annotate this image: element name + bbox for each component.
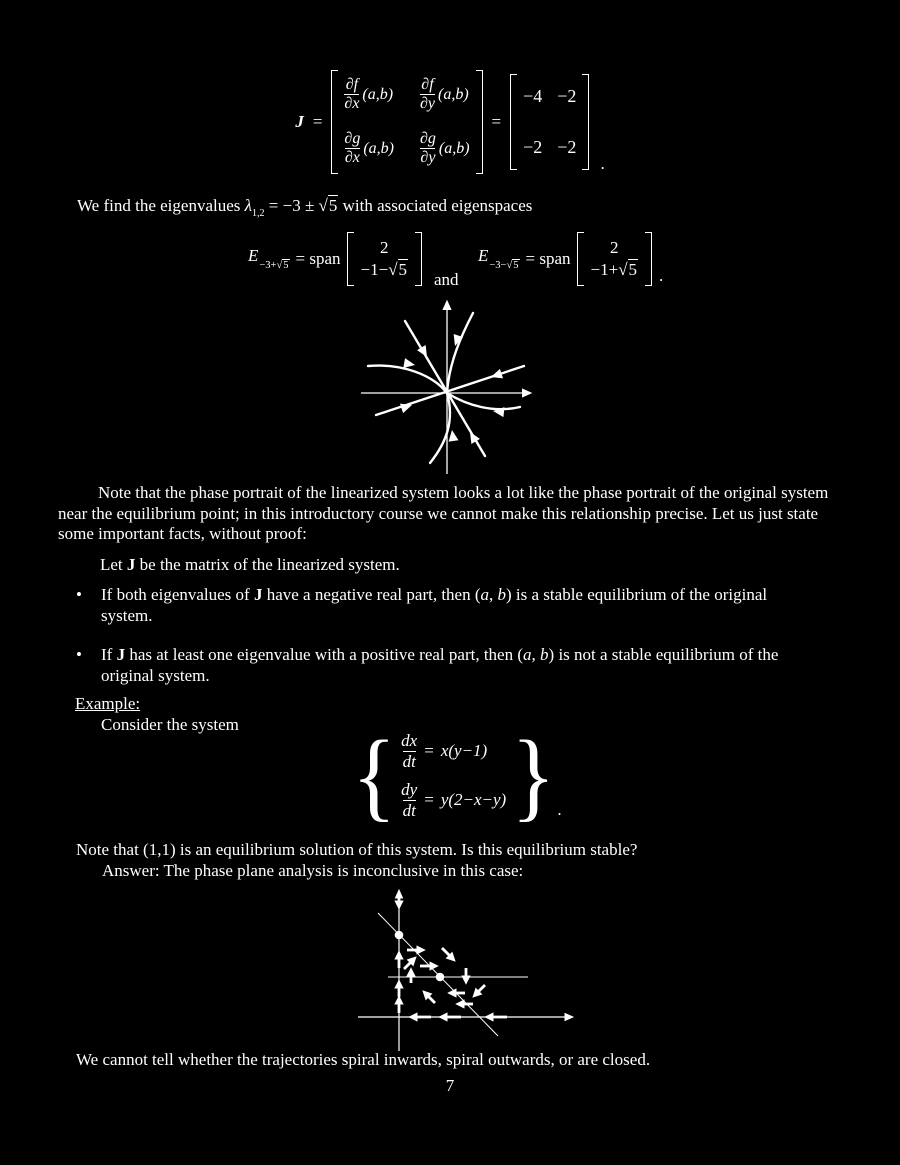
sqrt-expression [319, 196, 339, 216]
period: . [557, 800, 562, 820]
text: , [489, 585, 498, 604]
sqrt-expression [388, 259, 408, 280]
eval-point: (a,b) [363, 139, 394, 157]
matrix-entry: −2 [557, 85, 577, 106]
closing-sentence: We cannot tell whether the trajectories spiral inwards, spiral outwards, or are closed. [76, 1050, 651, 1069]
radicand: 5 [628, 260, 638, 280]
equals-sign: = [491, 111, 502, 131]
equations-column [401, 731, 506, 820]
matrix-entry: −2 [557, 136, 577, 157]
dt-denominator: dt [402, 751, 416, 771]
text: with associated eigenspaces [338, 196, 533, 215]
example-heading: Example: [75, 694, 141, 713]
var-a: a [480, 585, 490, 604]
radicand: 5 [398, 260, 408, 280]
matrix-cell [420, 130, 470, 168]
vector-entry: 2 [380, 238, 389, 257]
partial-denominator: ∂x [344, 149, 360, 167]
entry-text: −1− [360, 260, 389, 280]
radicand: 5 [328, 196, 338, 215]
var-a: a [523, 645, 532, 664]
lambda-symbol: λ [244, 196, 253, 215]
eval-point: (a,b) [362, 85, 394, 103]
direction-field-figure [330, 880, 590, 1055]
matrix-cell [420, 76, 470, 114]
text: ) is not a stable equilibrium of the original system. [101, 645, 779, 685]
equals-sign: = [424, 741, 434, 761]
text: has at least one eigenvalue with a positive real part, then ( [125, 645, 524, 664]
vector-entry [591, 259, 639, 280]
period: . [600, 153, 605, 173]
eigenvector [577, 232, 653, 286]
eval-point: (a,b) [438, 139, 470, 157]
J-symbol: J [126, 555, 136, 574]
text: be the matrix of the linearized system. [135, 555, 400, 574]
J-symbol: J [253, 585, 263, 604]
radicand: 5 [283, 260, 289, 272]
matrix-entry: −4 [523, 85, 543, 106]
figure1-trajectories [368, 313, 524, 463]
left-brace: { [352, 719, 397, 830]
subscript-text: −3− [489, 260, 507, 272]
eigenspace-subscript [489, 260, 519, 271]
equals-sign: = [424, 790, 434, 810]
text: ) is a stable equilibrium of the original system. [101, 585, 768, 625]
lambda-subscript: 1,2 [252, 208, 265, 219]
E-symbol: E [478, 246, 489, 266]
sqrt-sign: √ [318, 196, 328, 215]
dx-numerator: dx [401, 731, 418, 750]
text: If [101, 645, 117, 664]
text: , [531, 645, 541, 664]
J-symbol: J [116, 645, 126, 664]
eigenspace-symbol [248, 246, 290, 271]
bullet-icon: • [76, 585, 82, 604]
direction-arrows [399, 892, 507, 1017]
sqrt-sign: √ [506, 260, 513, 272]
text: have a negative real part, then ( [262, 585, 481, 604]
sqrt-expression [276, 260, 289, 271]
vector-entry [361, 259, 409, 280]
partial-denominator: ∂x [344, 95, 360, 113]
sqrt-expression [618, 259, 638, 280]
sqrt-sign: √ [618, 260, 628, 280]
partial-denominator: ∂y [419, 95, 435, 113]
rhs-expression: x(y−1) [440, 741, 488, 761]
eigenvector [347, 232, 423, 286]
bullet-text [101, 645, 807, 686]
jacobian-partial-matrix [331, 70, 482, 174]
eigenspace-1 [248, 232, 422, 286]
page-number: 7 [445, 1076, 455, 1095]
eigenspace-symbol [478, 246, 520, 271]
let-j-sentence [100, 555, 400, 575]
matrix-cell [344, 130, 394, 168]
eval-point: (a,b) [437, 85, 469, 103]
equation-2 [401, 780, 506, 820]
equation-1 [401, 731, 506, 771]
bullet-text [101, 585, 807, 626]
bullet-item-1 [76, 585, 821, 626]
radicand: 5 [513, 260, 519, 272]
eigenspace-2 [478, 232, 663, 286]
text: If both eigenvalues of [101, 585, 254, 604]
equals-span: = span [295, 248, 341, 268]
consider-sentence: Consider the system [101, 715, 239, 734]
partial-numerator: ∂f [421, 76, 434, 93]
phase-portrait-figure [330, 291, 590, 476]
var-b: b [497, 585, 507, 604]
dt-denominator: dt [402, 800, 416, 820]
partial-denominator: ∂y [420, 149, 436, 167]
right-brace: } [511, 719, 556, 830]
E-symbol: E [248, 246, 259, 266]
jacobian-equation [0, 70, 900, 174]
bullet-icon: • [76, 645, 82, 664]
equilibrium-note: Note that (1,1) is an equilibrium solution of this system. Is this equilibrium stable? [76, 840, 638, 859]
numeric-grid [519, 77, 580, 167]
period: . [659, 265, 664, 285]
var-b: b [540, 645, 549, 664]
vector-entry: 2 [610, 238, 619, 257]
bullet-item-2 [76, 645, 821, 686]
partial-numerator: ∂g [344, 129, 361, 147]
and-word: and [434, 270, 459, 289]
answer-sentence: Answer: The phase plane analysis is inconclusive in this case: [102, 861, 524, 880]
matrix-J-symbol: J [295, 111, 304, 131]
entry-text: −1+ [590, 260, 619, 280]
rhs-expression: y(2−x−y) [440, 790, 507, 810]
jacobian-grid [340, 73, 473, 171]
partial-numerator: ∂f [345, 76, 359, 93]
ode-system [352, 719, 562, 830]
eigenspace-subscript [259, 260, 289, 271]
equals-span: = span [525, 248, 571, 268]
subscript-text: −3+ [259, 260, 277, 272]
matrix-entry: −2 [523, 136, 543, 157]
sqrt-expression [506, 260, 519, 271]
dy-numerator: dy [401, 780, 418, 800]
text: = −3 ± [264, 196, 319, 215]
note-paragraph: Note that the phase portrait of the linearized system looks a lot like the phase portrait of the original system near the equilibrium point; in this introductory course we cannot make this relationship precise. Let us just state some important facts, without proof: [58, 483, 829, 544]
sqrt-sign: √ [276, 260, 283, 272]
sqrt-sign: √ [388, 260, 398, 280]
equals-sign: = [312, 111, 323, 131]
text: We find the eigenvalues [77, 196, 245, 215]
eigenvalues-sentence [77, 196, 532, 219]
matrix-cell [344, 76, 394, 114]
partial-numerator: ∂g [419, 129, 436, 147]
jacobian-numeric-matrix [510, 74, 589, 170]
text: Let [100, 555, 127, 574]
